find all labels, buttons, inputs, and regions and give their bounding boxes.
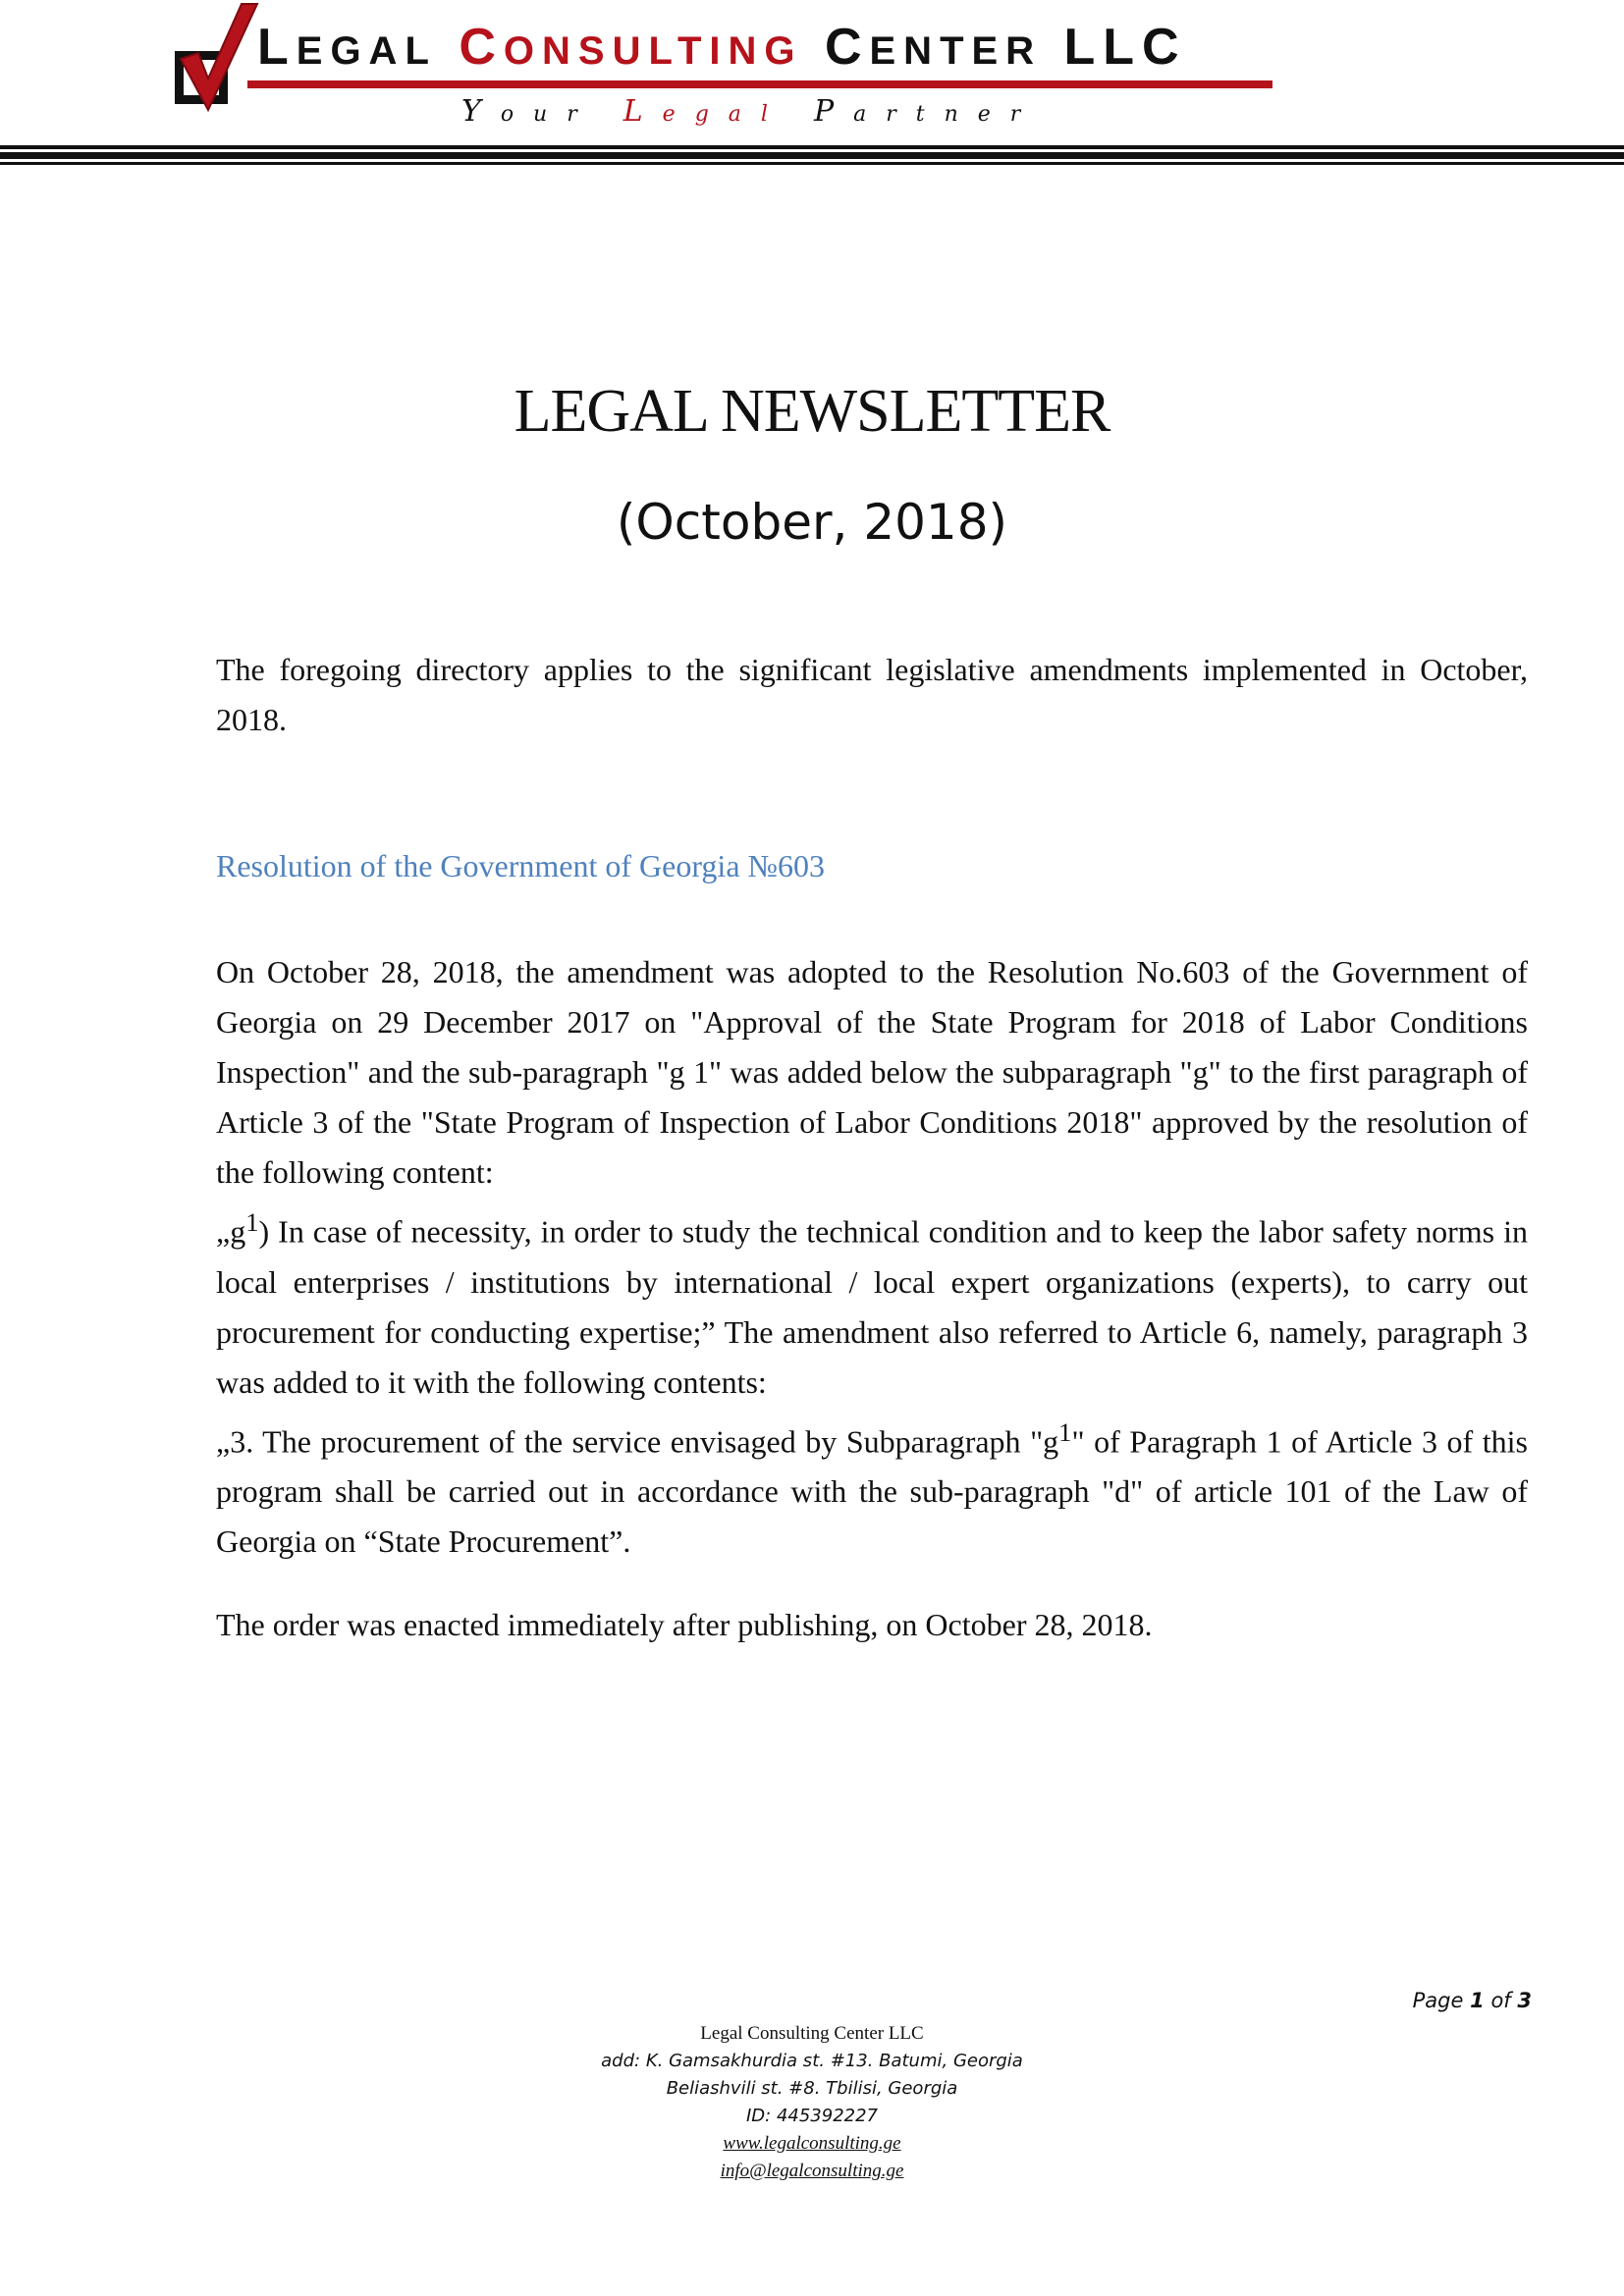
header-divider bbox=[0, 145, 1624, 167]
footer-website-link[interactable]: www.legalconsulting.ge bbox=[723, 2133, 901, 2154]
quoted-paragraph: „3. The procurement of the service envisaged by Subparagraph "$g^1$" of Paragraph 1 of Article 3 of this program shall be carried out in accordance with the sub-paragraph "d" of article 101 of the Law of Georgia on “State Procurement”. bbox=[216, 1416, 1529, 1560]
company-word: ENTER bbox=[869, 29, 1043, 73]
company-word: ONSULTING bbox=[503, 29, 803, 73]
letterhead-red-rule bbox=[247, 80, 1272, 88]
page-subtitle: (October, 2018) bbox=[616, 494, 1008, 551]
footer-address: add: K. Gamsakhurdia st. #13. Batumi, Georgia bbox=[601, 2051, 1023, 2071]
footer-id: ID: 445392227 bbox=[745, 2106, 879, 2126]
tagline bbox=[461, 94, 1040, 129]
intro-paragraph: The foregoing directory applies to the significant legislative amendments implemented in October, 2018. bbox=[216, 652, 1528, 737]
company-initial: C bbox=[824, 19, 870, 76]
tagline-initial: Y bbox=[461, 94, 501, 129]
tagline-word: egal bbox=[662, 102, 787, 127]
footer-address: Beliashvili st. #8. Tbilisi, Georgia bbox=[666, 2078, 958, 2099]
quoted-subparagraph: $„g^1$) In case of necessity, in order to study the technical condition and to keep the labor safety norms in local enterprises / institutions by international / local expert organizations (experts), to carry out procurement for conducting expertise;” The amendment also referred to Article 6, namely, paragraph 3 was added to it with the following contents: bbox=[216, 1207, 1528, 1400]
tagline-initial: L bbox=[623, 94, 663, 129]
tagline-word: artner bbox=[853, 102, 1041, 127]
footer bbox=[0, 2020, 1624, 2185]
page-number: Page 1 of 3 bbox=[1412, 1989, 1532, 2012]
page-title: LEGAL NEWSLETTER bbox=[514, 378, 1110, 445]
company-name bbox=[257, 19, 1187, 76]
footer-company: Legal Consulting Center LLC bbox=[700, 2023, 924, 2044]
company-initial: C bbox=[459, 19, 504, 76]
checkmark-logo-icon bbox=[169, 2, 259, 118]
section-heading: Resolution of the Government of Georgia №603 bbox=[216, 848, 826, 883]
tagline-initial: P bbox=[813, 94, 854, 129]
tagline-word: our bbox=[500, 102, 597, 127]
company-word: EGAL bbox=[296, 29, 437, 73]
main-paragraph: On October 28, 2018, the amendment was adopted to the Resolution No.603 of the Government of Georgia on 29 December 2017 on "Approval of the State Program for 2018 of Labor Conditions Inspection" and the sub-paragraph "g 1" was added below the subparagraph "g" to the first paragraph of Article 3 of the "State Program of Inspection of Labor Conditions 2018" approved by the resolution of the following content: bbox=[216, 954, 1528, 1190]
company-initial: L bbox=[257, 19, 297, 76]
footer-email-link[interactable]: info@legalconsulting.ge bbox=[720, 2161, 904, 2181]
closing-paragraph: The order was enacted immediately after publishing, on October 28, 2018. bbox=[216, 1607, 1153, 1642]
letterhead bbox=[0, 0, 1624, 177]
company-suffix: LLC bbox=[1063, 19, 1187, 76]
main-content bbox=[216, 947, 1528, 1567]
